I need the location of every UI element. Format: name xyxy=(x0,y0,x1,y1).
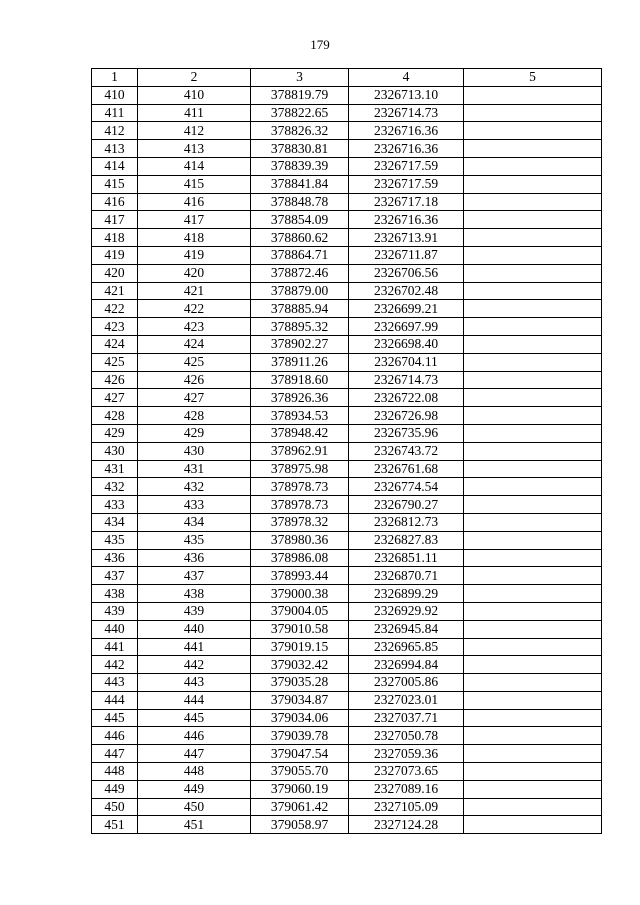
table-cell-col-3: 378978.73 xyxy=(251,496,349,514)
table-cell-col-5 xyxy=(464,318,602,336)
table-row xyxy=(92,353,602,371)
table-cell-col-5 xyxy=(464,798,602,816)
table-cell-col-4: 2326994.84 xyxy=(349,656,464,674)
table-cell-col-5 xyxy=(464,211,602,229)
table-cell-col-4: 2326929.92 xyxy=(349,602,464,620)
table-cell-col-1: 448 xyxy=(92,763,138,781)
table-row xyxy=(92,442,602,460)
table-cell-col-3: 378841.84 xyxy=(251,175,349,193)
table-cell-col-2: 441 xyxy=(138,638,251,656)
table-row xyxy=(92,602,602,620)
table-cell-col-1: 444 xyxy=(92,691,138,709)
table-cell-col-5 xyxy=(464,549,602,567)
table-cell-col-3: 379060.19 xyxy=(251,780,349,798)
table-row xyxy=(92,389,602,407)
table-cell-col-5 xyxy=(464,780,602,798)
table-cell-col-4: 2327023.01 xyxy=(349,691,464,709)
table-cell-col-3: 378978.73 xyxy=(251,478,349,496)
table-cell-col-2: 448 xyxy=(138,763,251,781)
column-header-1: 1 xyxy=(92,69,138,87)
table-cell-col-5 xyxy=(464,175,602,193)
table-cell-col-3: 379035.28 xyxy=(251,674,349,692)
table-cell-col-2: 439 xyxy=(138,602,251,620)
table-row xyxy=(92,175,602,193)
table-cell-col-5 xyxy=(464,246,602,264)
table-cell-col-1: 450 xyxy=(92,798,138,816)
table-row xyxy=(92,674,602,692)
table-cell-col-2: 422 xyxy=(138,300,251,318)
table-cell-col-4: 2327059.36 xyxy=(349,745,464,763)
table-cell-col-1: 438 xyxy=(92,585,138,603)
table-cell-col-2: 419 xyxy=(138,246,251,264)
table-cell-col-4: 2326774.54 xyxy=(349,478,464,496)
coordinates-table xyxy=(91,68,602,834)
page-number: 179 xyxy=(310,37,330,52)
table-cell-col-1: 415 xyxy=(92,175,138,193)
table-cell-col-1: 413 xyxy=(92,140,138,158)
table-cell-col-1: 449 xyxy=(92,780,138,798)
table-cell-col-1: 436 xyxy=(92,549,138,567)
table-cell-col-1: 424 xyxy=(92,335,138,353)
table-cell-col-3: 379019.15 xyxy=(251,638,349,656)
table-cell-col-4: 2326790.27 xyxy=(349,496,464,514)
table-cell-col-4: 2326714.73 xyxy=(349,371,464,389)
table-cell-col-2: 436 xyxy=(138,549,251,567)
table-cell-col-3: 378839.39 xyxy=(251,157,349,175)
table-cell-col-3: 378993.44 xyxy=(251,567,349,585)
table-cell-col-2: 412 xyxy=(138,122,251,140)
table-cell-col-4: 2327037.71 xyxy=(349,709,464,727)
table-cell-col-1: 419 xyxy=(92,246,138,264)
table-cell-col-4: 2326714.73 xyxy=(349,104,464,122)
table-cell-col-5 xyxy=(464,407,602,425)
table-cell-col-3: 379039.78 xyxy=(251,727,349,745)
table-cell-col-5 xyxy=(464,638,602,656)
table-cell-col-5 xyxy=(464,389,602,407)
table-cell-col-2: 445 xyxy=(138,709,251,727)
table-cell-col-3: 378980.36 xyxy=(251,531,349,549)
table-cell-col-2: 417 xyxy=(138,211,251,229)
table-row xyxy=(92,531,602,549)
table-cell-col-4: 2326870.71 xyxy=(349,567,464,585)
table-cell-col-2: 433 xyxy=(138,496,251,514)
table-cell-col-3: 378860.62 xyxy=(251,229,349,247)
table-cell-col-4: 2326717.59 xyxy=(349,157,464,175)
table-cell-col-4: 2326717.18 xyxy=(349,193,464,211)
table-cell-col-4: 2326704.11 xyxy=(349,353,464,371)
table-cell-col-2: 410 xyxy=(138,86,251,104)
table-cell-col-1: 433 xyxy=(92,496,138,514)
table-cell-col-1: 431 xyxy=(92,460,138,478)
table-cell-col-4: 2326851.11 xyxy=(349,549,464,567)
table-cell-col-1: 421 xyxy=(92,282,138,300)
table-cell-col-2: 442 xyxy=(138,656,251,674)
table-cell-col-2: 435 xyxy=(138,531,251,549)
table-cell-col-4: 2326812.73 xyxy=(349,513,464,531)
table-cell-col-4: 2326713.91 xyxy=(349,229,464,247)
table-cell-col-1: 428 xyxy=(92,407,138,425)
table-row xyxy=(92,585,602,603)
table-cell-col-5 xyxy=(464,620,602,638)
table-cell-col-4: 2327089.16 xyxy=(349,780,464,798)
table-cell-col-1: 442 xyxy=(92,656,138,674)
table-cell-col-1: 420 xyxy=(92,264,138,282)
table-cell-col-2: 427 xyxy=(138,389,251,407)
table-cell-col-4: 2326945.84 xyxy=(349,620,464,638)
table-cell-col-3: 378975.98 xyxy=(251,460,349,478)
table-cell-col-5 xyxy=(464,353,602,371)
table-cell-col-2: 443 xyxy=(138,674,251,692)
table-cell-col-3: 379000.38 xyxy=(251,585,349,603)
table-cell-col-2: 418 xyxy=(138,229,251,247)
table-cell-col-1: 446 xyxy=(92,727,138,745)
table-cell-col-5 xyxy=(464,567,602,585)
header-row xyxy=(92,69,602,87)
table-cell-col-5 xyxy=(464,300,602,318)
table-cell-col-2: 446 xyxy=(138,727,251,745)
table-row xyxy=(92,816,602,834)
table-row xyxy=(92,691,602,709)
table-cell-col-5 xyxy=(464,229,602,247)
table-cell-col-3: 378826.32 xyxy=(251,122,349,140)
table-body xyxy=(92,86,602,833)
table-cell-col-3: 378854.09 xyxy=(251,211,349,229)
table-cell-col-2: 416 xyxy=(138,193,251,211)
table-cell-col-2: 415 xyxy=(138,175,251,193)
table-row xyxy=(92,371,602,389)
table-cell-col-3: 378934.53 xyxy=(251,407,349,425)
table-cell-col-1: 427 xyxy=(92,389,138,407)
table-row xyxy=(92,549,602,567)
table-cell-col-4: 2326698.40 xyxy=(349,335,464,353)
table-cell-col-5 xyxy=(464,140,602,158)
column-header-3: 3 xyxy=(251,69,349,87)
table-cell-col-4: 2326716.36 xyxy=(349,122,464,140)
table-cell-col-1: 445 xyxy=(92,709,138,727)
table-cell-col-5 xyxy=(464,478,602,496)
table-cell-col-4: 2326699.21 xyxy=(349,300,464,318)
table-cell-col-2: 428 xyxy=(138,407,251,425)
table-row xyxy=(92,763,602,781)
table-cell-col-2: 430 xyxy=(138,442,251,460)
table-row xyxy=(92,798,602,816)
table-row xyxy=(92,335,602,353)
table-cell-col-4: 2326899.29 xyxy=(349,585,464,603)
table-row xyxy=(92,246,602,264)
table-cell-col-5 xyxy=(464,602,602,620)
table-cell-col-2: 434 xyxy=(138,513,251,531)
table-cell-col-2: 450 xyxy=(138,798,251,816)
column-header-4: 4 xyxy=(349,69,464,87)
table-cell-col-4: 2326702.48 xyxy=(349,282,464,300)
table-cell-col-1: 425 xyxy=(92,353,138,371)
table-cell-col-4: 2327124.28 xyxy=(349,816,464,834)
table-cell-col-1: 426 xyxy=(92,371,138,389)
table-cell-col-3: 379034.06 xyxy=(251,709,349,727)
table-cell-col-1: 411 xyxy=(92,104,138,122)
table-cell-col-2: 424 xyxy=(138,335,251,353)
table-row xyxy=(92,140,602,158)
table-cell-col-3: 379010.58 xyxy=(251,620,349,638)
table-cell-col-2: 449 xyxy=(138,780,251,798)
table-cell-col-3: 378864.71 xyxy=(251,246,349,264)
table-cell-col-2: 432 xyxy=(138,478,251,496)
table-cell-col-5 xyxy=(464,264,602,282)
table-cell-col-2: 447 xyxy=(138,745,251,763)
table-cell-col-3: 378902.27 xyxy=(251,335,349,353)
table-cell-col-2: 438 xyxy=(138,585,251,603)
table-cell-col-4: 2327073.65 xyxy=(349,763,464,781)
table-cell-col-2: 426 xyxy=(138,371,251,389)
table-cell-col-5 xyxy=(464,442,602,460)
table-row xyxy=(92,496,602,514)
table-cell-col-2: 420 xyxy=(138,264,251,282)
table-cell-col-1: 440 xyxy=(92,620,138,638)
table-cell-col-2: 423 xyxy=(138,318,251,336)
table-cell-col-5 xyxy=(464,585,602,603)
table-cell-col-5 xyxy=(464,727,602,745)
table-cell-col-2: 425 xyxy=(138,353,251,371)
table-row xyxy=(92,86,602,104)
table-cell-col-5 xyxy=(464,282,602,300)
table-row xyxy=(92,300,602,318)
table-cell-col-2: 421 xyxy=(138,282,251,300)
table-cell-col-3: 378962.91 xyxy=(251,442,349,460)
table-cell-col-4: 2326717.59 xyxy=(349,175,464,193)
table-cell-col-2: 437 xyxy=(138,567,251,585)
table-cell-col-3: 379047.54 xyxy=(251,745,349,763)
table-cell-col-2: 451 xyxy=(138,816,251,834)
table-cell-col-3: 378822.65 xyxy=(251,104,349,122)
table-cell-col-2: 411 xyxy=(138,104,251,122)
table-cell-col-3: 379061.42 xyxy=(251,798,349,816)
table-row xyxy=(92,157,602,175)
table-row xyxy=(92,709,602,727)
table-row xyxy=(92,211,602,229)
table-cell-col-3: 378848.78 xyxy=(251,193,349,211)
table-cell-col-1: 451 xyxy=(92,816,138,834)
table-row xyxy=(92,567,602,585)
table-cell-col-5 xyxy=(464,816,602,834)
table-row xyxy=(92,407,602,425)
table-cell-col-2: 413 xyxy=(138,140,251,158)
table-cell-col-4: 2326743.72 xyxy=(349,442,464,460)
table-cell-col-2: 440 xyxy=(138,620,251,638)
table-cell-col-4: 2326716.36 xyxy=(349,140,464,158)
table-cell-col-3: 378948.42 xyxy=(251,424,349,442)
table-cell-col-3: 378978.32 xyxy=(251,513,349,531)
table-cell-col-3: 378879.00 xyxy=(251,282,349,300)
table-cell-col-4: 2326761.68 xyxy=(349,460,464,478)
table-cell-col-1: 434 xyxy=(92,513,138,531)
table-cell-col-4: 2327050.78 xyxy=(349,727,464,745)
table-row xyxy=(92,638,602,656)
table-cell-col-4: 2326713.10 xyxy=(349,86,464,104)
table-cell-col-1: 410 xyxy=(92,86,138,104)
table-row xyxy=(92,104,602,122)
table-row xyxy=(92,318,602,336)
table-cell-col-4: 2326722.08 xyxy=(349,389,464,407)
table-cell-col-5 xyxy=(464,691,602,709)
table-cell-col-3: 378885.94 xyxy=(251,300,349,318)
table-row xyxy=(92,620,602,638)
table-cell-col-5 xyxy=(464,104,602,122)
table-cell-col-3: 379004.05 xyxy=(251,602,349,620)
table-cell-col-3: 378926.36 xyxy=(251,389,349,407)
table-cell-col-5 xyxy=(464,371,602,389)
table-row xyxy=(92,229,602,247)
table-cell-col-3: 379032.42 xyxy=(251,656,349,674)
table-cell-col-4: 2327105.09 xyxy=(349,798,464,816)
table-cell-col-3: 378819.79 xyxy=(251,86,349,104)
table-cell-col-3: 378986.08 xyxy=(251,549,349,567)
table-cell-col-5 xyxy=(464,531,602,549)
table-row xyxy=(92,264,602,282)
table-cell-col-4: 2326726.98 xyxy=(349,407,464,425)
table-cell-col-1: 447 xyxy=(92,745,138,763)
table-cell-col-4: 2326697.99 xyxy=(349,318,464,336)
column-header-2: 2 xyxy=(138,69,251,87)
table-cell-col-1: 430 xyxy=(92,442,138,460)
table-cell-col-3: 378830.81 xyxy=(251,140,349,158)
table-cell-col-5 xyxy=(464,460,602,478)
table-cell-col-5 xyxy=(464,122,602,140)
table-cell-col-1: 443 xyxy=(92,674,138,692)
table-cell-col-1: 417 xyxy=(92,211,138,229)
table-cell-col-5 xyxy=(464,513,602,531)
table-cell-col-1: 423 xyxy=(92,318,138,336)
table-row xyxy=(92,780,602,798)
table-row xyxy=(92,424,602,442)
table-row xyxy=(92,656,602,674)
table-cell-col-5 xyxy=(464,424,602,442)
table-cell-col-4: 2326706.56 xyxy=(349,264,464,282)
table-cell-col-1: 422 xyxy=(92,300,138,318)
table-cell-col-5 xyxy=(464,674,602,692)
table-row xyxy=(92,745,602,763)
table-row xyxy=(92,513,602,531)
table-row xyxy=(92,460,602,478)
table-row xyxy=(92,478,602,496)
table-cell-col-2: 429 xyxy=(138,424,251,442)
table-cell-col-3: 379055.70 xyxy=(251,763,349,781)
table-cell-col-1: 418 xyxy=(92,229,138,247)
table-cell-col-1: 441 xyxy=(92,638,138,656)
table-cell-col-3: 378895.32 xyxy=(251,318,349,336)
table-cell-col-4: 2326711.87 xyxy=(349,246,464,264)
table-cell-col-5 xyxy=(464,335,602,353)
table-cell-col-5 xyxy=(464,709,602,727)
table-cell-col-1: 412 xyxy=(92,122,138,140)
table-cell-col-5 xyxy=(464,157,602,175)
table-cell-col-4: 2327005.86 xyxy=(349,674,464,692)
table-cell-col-5 xyxy=(464,763,602,781)
table-cell-col-4: 2326965.85 xyxy=(349,638,464,656)
table-cell-col-3: 379058.97 xyxy=(251,816,349,834)
table-cell-col-3: 379034.87 xyxy=(251,691,349,709)
table-header xyxy=(92,69,602,87)
column-header-5: 5 xyxy=(464,69,602,87)
table-cell-col-4: 2326827.83 xyxy=(349,531,464,549)
table-cell-col-5 xyxy=(464,656,602,674)
table-cell-col-4: 2326735.96 xyxy=(349,424,464,442)
table-row xyxy=(92,193,602,211)
table-cell-col-5 xyxy=(464,496,602,514)
table-row xyxy=(92,727,602,745)
table-cell-col-1: 414 xyxy=(92,157,138,175)
table-cell-col-1: 416 xyxy=(92,193,138,211)
table-cell-col-2: 444 xyxy=(138,691,251,709)
table-cell-col-1: 429 xyxy=(92,424,138,442)
table-cell-col-5 xyxy=(464,193,602,211)
table-cell-col-3: 378911.26 xyxy=(251,353,349,371)
table-cell-col-5 xyxy=(464,86,602,104)
table-cell-col-5 xyxy=(464,745,602,763)
table-cell-col-1: 435 xyxy=(92,531,138,549)
table-cell-col-1: 432 xyxy=(92,478,138,496)
table-cell-col-1: 437 xyxy=(92,567,138,585)
table-cell-col-2: 431 xyxy=(138,460,251,478)
table-cell-col-3: 378918.60 xyxy=(251,371,349,389)
table-cell-col-1: 439 xyxy=(92,602,138,620)
table-row xyxy=(92,122,602,140)
table-row xyxy=(92,282,602,300)
table-cell-col-4: 2326716.36 xyxy=(349,211,464,229)
table-cell-col-2: 414 xyxy=(138,157,251,175)
table-cell-col-3: 378872.46 xyxy=(251,264,349,282)
